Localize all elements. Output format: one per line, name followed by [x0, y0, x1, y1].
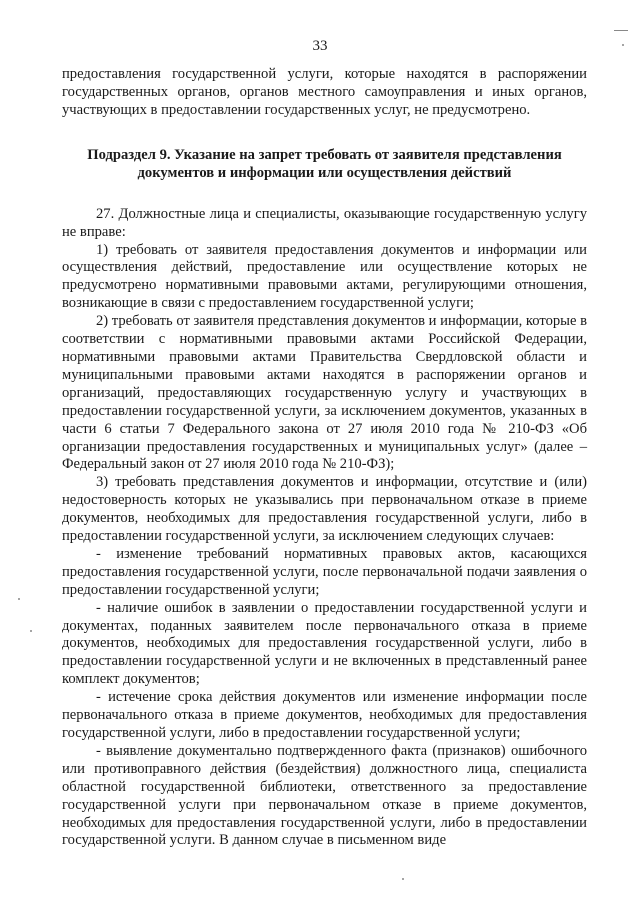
- list-item-dash: - выявление документально подтвержденного факта (признаков) ошибочного или противоправного действия (бездействия) должностного лица, специалиста областной государственной библиотеки, ответственного за предоставление государственной услуги при первоначальном отказе в приеме документов, необходимых для предоставления государственной услуги, либо в предоставлении государственной услуги. В данном случае в письменном виде: [62, 742, 587, 849]
- scan-speck: [30, 630, 32, 632]
- paragraph-item-27: 27. Должностные лица и специалисты, оказывающие государственную услугу не вправе:: [62, 205, 587, 240]
- paragraph-subitem-1: 1) требовать от заявителя предоставления документов и информации или осуществления действий, предоставление или осуществление которых не предусмотрено нормативными правовыми актами, регулирующими отношения, возникающие в связи с предоставлением государственной услуги;: [62, 241, 587, 312]
- paragraph-continuation: предоставления государственной услуги, которые находятся в распоряжении государственных органов, органов местного самоуправления и иных органов, участвующих в предоставлении государственных услуг, не предусмотрено.: [62, 66, 587, 118]
- list-item-dash: - изменение требований нормативных правовых актов, касающихся предоставления государственной услуги, после первоначальной подачи заявления о предоставлении государственной услуги;: [62, 545, 587, 598]
- scan-speck: [402, 878, 404, 880]
- list-item-dash: - наличие ошибок в заявлении о предоставлении государственной услуги и документах, поданных заявителем после первоначального отказа в приеме документов, необходимых для предоставления государственной услуги, либо в предоставлении государственной услуги и не включенных в представленный ранее комплект документов;: [62, 599, 587, 688]
- paragraph-subitem-2: 2) требовать от заявителя представления документов и информации, которые в соответствии с нормативными правовыми актами Российской Федерации, нормативными правовыми актами Правительства Свердловской области и муниципальными правовыми актами находятся в распоряжении органов и организаций, предоставляющих государственную услугу и участвующих в предоставлении государственной услуги, за исключением документов, указанных в части 6 статьи 7 Федерального закона от 27 июля 2010 года № 210-ФЗ «Об организации предоставления государственных и муниципальных услуг» (далее – Федеральный закон от 27 июля 2010 года № 210-ФЗ);: [62, 313, 587, 473]
- paragraph-subitem-3: 3) требовать представления документов и информации, отсутствие и (или) недостоверность которых не указывались при первоначальном отказе в приеме документов, необходимых для предоставления государственной услуги, либо в предоставлении государственной услуги, за исключением следующих случаев:: [62, 474, 587, 545]
- page-number: 33: [312, 38, 328, 54]
- scan-corner-mark: [614, 30, 628, 31]
- list-item-dash: - истечение срока действия документов или изменение информации после первоначального отказа в приеме документов, необходимых для предоставления государственной услуги, либо в предоставлении государственной услуги;: [62, 689, 587, 741]
- section-heading: Подраздел 9. Указание на запрет требовать от заявителя представления документов и информации или осуществления действий: [87, 146, 562, 181]
- document-body: [62, 66, 587, 850]
- scan-speck: [18, 598, 20, 600]
